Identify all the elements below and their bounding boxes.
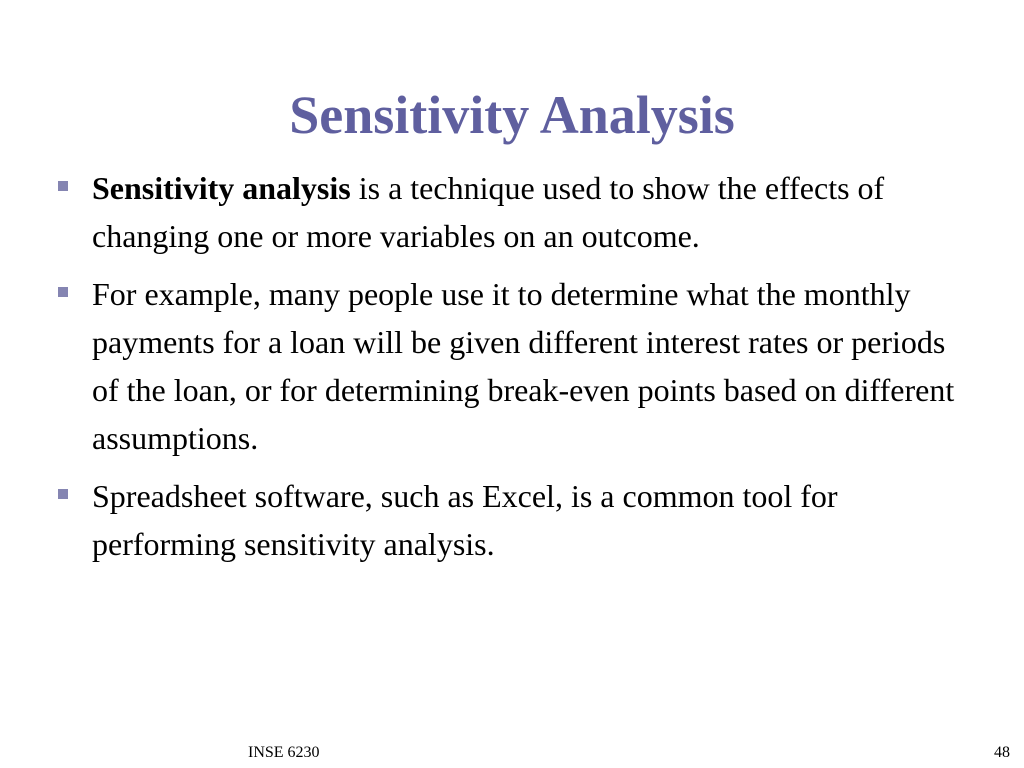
footer-page-number: 48 [994,744,1010,761]
bullet-item [56,472,976,568]
square-bullet-icon [58,287,68,297]
square-bullet-icon [58,181,68,191]
bullet-text: is a technique used to show the effects of changing one or more variables on an outcome. [92,170,885,254]
slide-title: Sensitivity Analysis [289,85,735,146]
square-bullet-icon [58,489,68,499]
bullet-text: Spreadsheet software, such as Excel, is a common tool for performing sensitivity analysis. [92,478,838,562]
bullet-list [56,164,976,578]
bullet-text: For example, many people use it to determine what the monthly payments for a loan will be given different interest rates or periods of the loan, or for determining break-even points based on different assumptions. [92,276,955,456]
bullet-item [56,270,976,462]
bullet-term: Sensitivity analysis [92,170,351,206]
footer-course-label: INSE 6230 [248,744,320,761]
bullet-item [56,164,976,260]
